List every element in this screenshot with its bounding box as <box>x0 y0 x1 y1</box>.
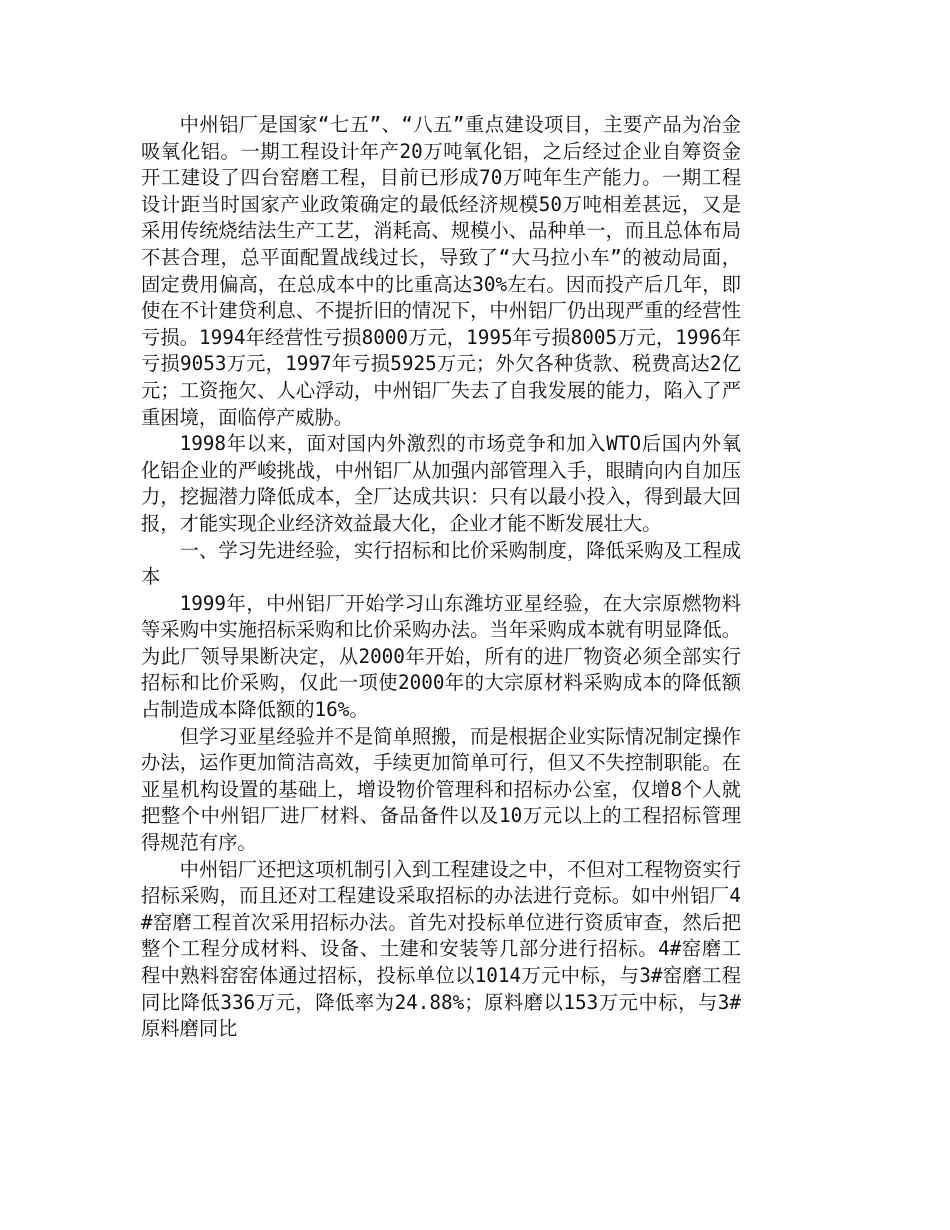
paragraph-4: 但学习亚星经验并不是简单照搬，而是根据企业实际情况制定操作办法，运作更加简洁高效，手续更加简单可行，但又不失控制职能。在亚星机构设置的基础上，增设物价管理科和招标办公室，仅增8个人就把整个中州铝厂进厂材料、备品备件以及10万元以上的工程招标管理得规范有序。 <box>141 724 741 855</box>
paragraph-3: 1999年，中州铝厂开始学习山东潍坊亚星经验，在大宗原燃物料等采购中实施招标采购和比价采购办法。当年采购成本就有明显降低。为此厂领导果断决定，从2000年开始，所有的进厂物资必须全部实行招标和比价采购，仅此一项使2000年的大宗原材料采购成本的降低额占制造成本降低额的16%。 <box>141 591 741 722</box>
paragraph-5: 中州铝厂还把这项机制引入到工程建设之中，不但对工程物资实行招标采购，而且还对工程建设采取招标的办法进行竞标。如中州铝厂4#窑磨工程首次采用招标办法。首先对投标单位进行资质审查，然后把整个工程分成材料、设备、土建和安装等几部分进行招标。4#窑磨工程中熟料窑窑体通过招标，投标单位以1014万元中标，与3#窑磨工程同比降低336万元，降低率为24.88%；原料磨以153万元中标，与3#原料磨同比 <box>141 857 741 1041</box>
paragraph-1: 中州铝厂是国家“七五”、“八五”重点建设项目，主要产品为冶金吸氧化铝。一期工程设计年产20万吨氧化铝，之后经过企业自筹资金开工建设了四台窑磨工程，目前已形成70万吨年生产能力。一期工程设计距当时国家产业政策确定的最低经济规模50万吨相差甚远，又是采用传统烧结法生产工艺，消耗高、规模小、品种单一，而且总体布局不甚合理，总平面配置战线过长，导致了“大马拉小车”的被动局面，固定费用偏高，在总成本中的比重高达30%左右。因而投产后几年，即使在不计建贷利息、不提折旧的情况下，中州铝厂仍出现严重的经营性亏损。1994年经营性亏损8000万元，1995年亏损8005万元，1996年亏损9053万元，1997年亏损5925万元；外欠各种货款、税费高达2亿元；工资拖欠、人心浮动，中州铝厂失去了自我发展的能力，陷入了严重困境，面临停产威胁。 <box>141 113 741 429</box>
paragraph-2: 1998年以来，面对国内外激烈的市场竞争和加入WTO后国内外氧化铝企业的严峻挑战，中州铝厂从加强内部管理入手，眼睛向内自加压力，挖掘潜力降低成本，全厂达成共识：只有以最小投入，得到最大回报，才能实现企业经济效益最大化，企业才能不断发展壮大。 <box>141 432 741 535</box>
section-heading: 一、学习先进经验，实行招标和比价采购制度，降低采购及工程成本 <box>141 538 741 589</box>
document-body <box>141 112 741 1043</box>
